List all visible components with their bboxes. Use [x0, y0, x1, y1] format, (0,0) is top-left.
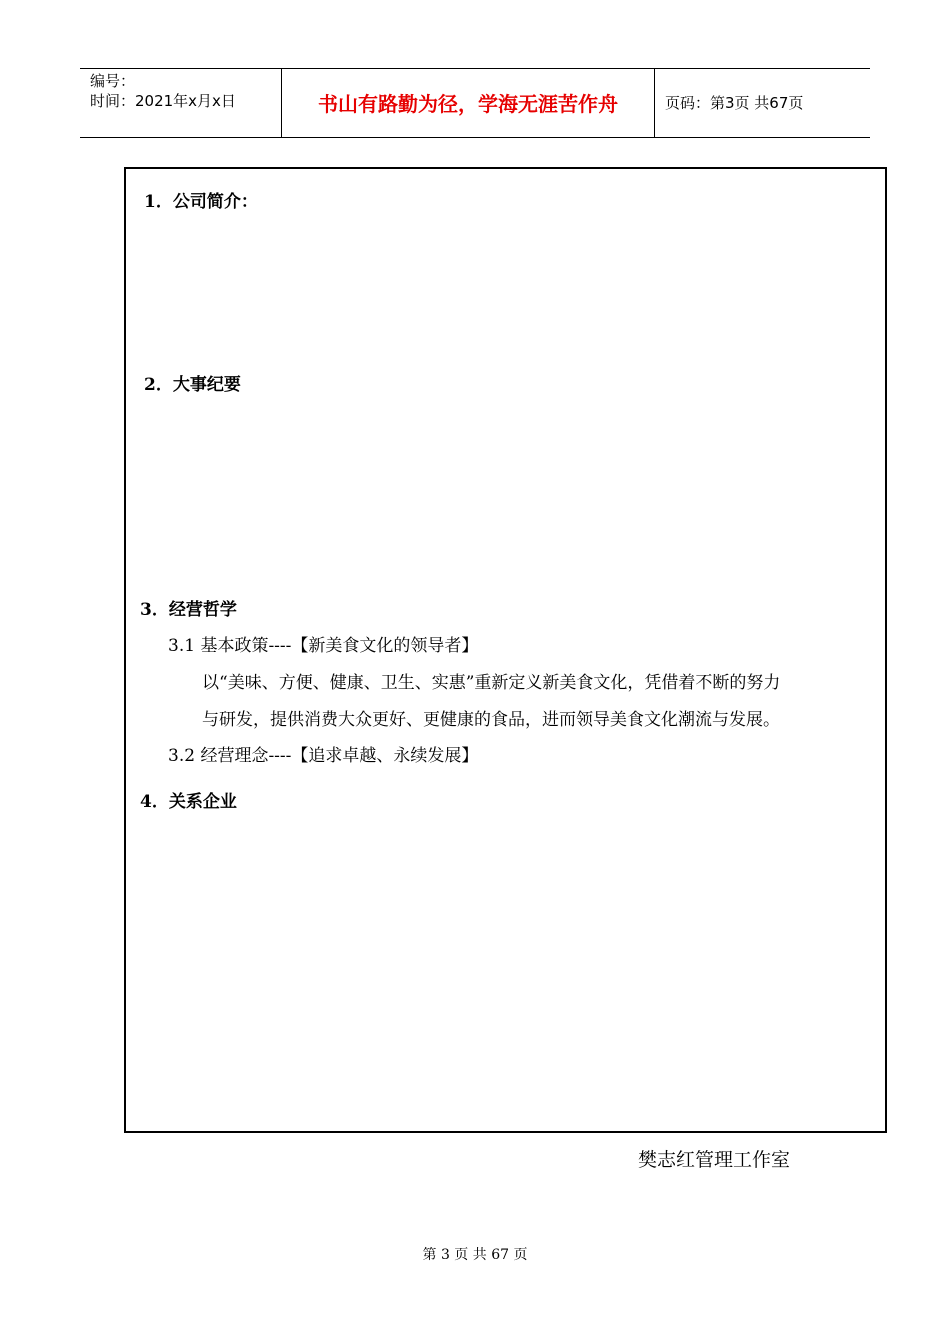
page-header — [80, 68, 870, 138]
header-page-cell — [655, 69, 870, 137]
number-label: 编号： — [90, 72, 136, 90]
header-info-cell — [80, 69, 282, 137]
page-footer: 第 3 页 共 67 页 — [422, 1247, 528, 1263]
studio-signature: 樊志红管理工作室 — [638, 1149, 791, 1171]
section-4-title: 4．关系企业 — [140, 792, 237, 812]
header-motto-cell — [282, 69, 655, 137]
page-number-label: 页码：第3页 共67页 — [665, 94, 804, 112]
content-box — [124, 167, 887, 1133]
motto: 书山有路勤为径，学海无涯苦作舟 — [318, 92, 618, 116]
section-2-title: 2．大事纪要 — [144, 375, 241, 395]
section-3-1-body-line1: 以“美味、方便、健康、卫生、实惠”重新定义新美食文化，凭借着不断的努力 — [202, 673, 781, 693]
section-3-1-body-line2: 与研发，提供消费大众更好、更健康的食品，进而领导美食文化潮流与发展。 — [202, 710, 780, 730]
section-3-title: 3．经营哲学 — [140, 600, 237, 620]
section-3-1-heading: 3.1 基本政策----【新美食文化的领导者】 — [168, 636, 479, 656]
date-label: 时间：2021年x月x日 — [90, 92, 236, 110]
section-1-title: 1．公司简介： — [144, 192, 258, 212]
section-3-2-heading: 3.2 经营理念----【追求卓越、永续发展】 — [168, 746, 479, 766]
